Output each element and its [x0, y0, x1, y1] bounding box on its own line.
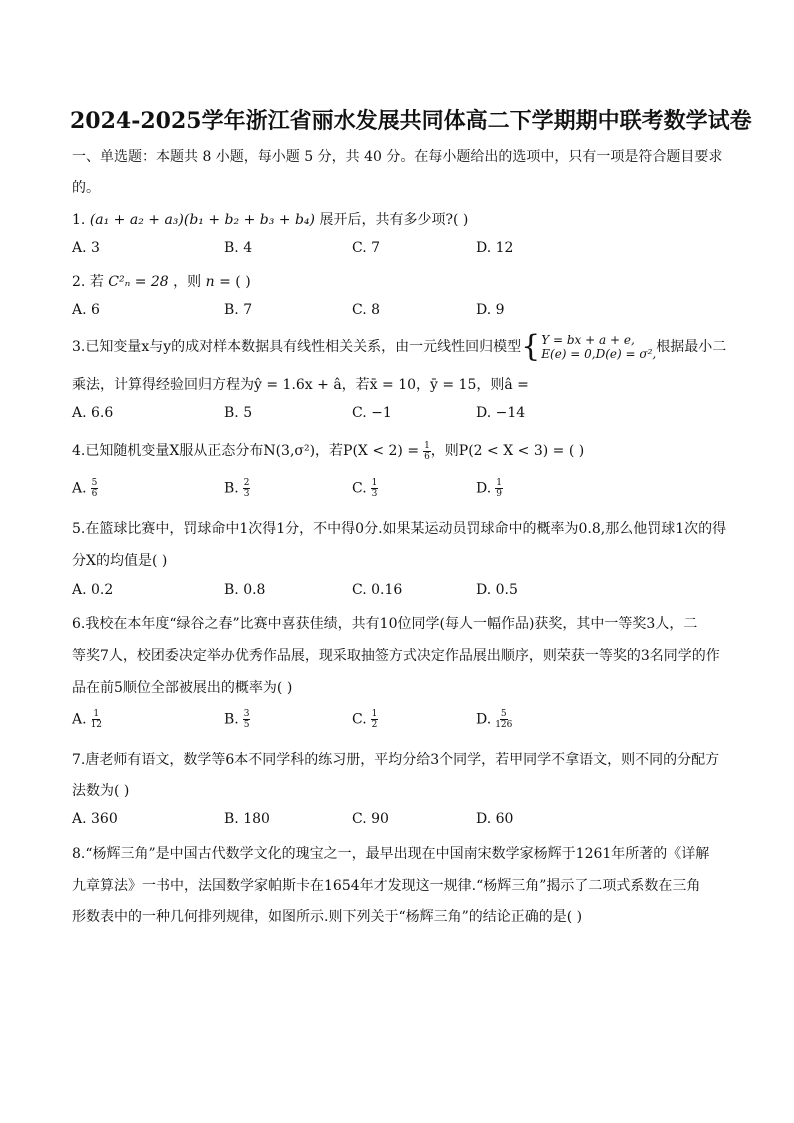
- fraction-numerator: 2: [243, 478, 250, 488]
- fraction-denominator: 5: [243, 720, 250, 730]
- question-number: 3.: [72, 339, 86, 355]
- option-a[interactable]: A. 360: [72, 811, 118, 827]
- option-label: D.: [476, 711, 492, 728]
- question-1: [72, 209, 468, 229]
- option-b[interactable]: B. 4: [224, 240, 253, 256]
- question-text: 已知变量x与y的成对样本数据具有线性相关关系，由一元线性回归模型: [85, 339, 522, 355]
- question-6-line1: [72, 613, 697, 633]
- option-a[interactable]: [72, 709, 102, 730]
- question-5-line1: [72, 518, 726, 538]
- fraction-denominator: 6: [91, 489, 98, 499]
- question-text: = ( ): [219, 274, 251, 290]
- option-label: A.: [72, 480, 87, 497]
- fraction-denominator: 3: [243, 489, 250, 499]
- option-d[interactable]: D. 12: [476, 240, 514, 256]
- question-8-line2: 九章算法》一书中，法国数学家帕斯卡在1654年才发现这一规律.“杨辉三角”揭示了二项式系数在三角: [72, 878, 701, 894]
- question-8-line1: [72, 843, 709, 863]
- option-d[interactable]: D. 9: [476, 302, 505, 318]
- option-d[interactable]: D. −14: [476, 405, 526, 421]
- option-a[interactable]: A. 6: [72, 302, 100, 318]
- question-text: 若: [89, 274, 104, 290]
- option-d[interactable]: [476, 478, 503, 499]
- question-text: “杨辉三角”是中国古代数学文化的瑰宝之一，最早出现在中国南宋数学家杨辉于1261年所著的《详解: [85, 846, 710, 862]
- option-d[interactable]: D. 0.5: [476, 582, 518, 598]
- fraction: [423, 441, 431, 462]
- option-c[interactable]: C. 90: [352, 811, 389, 827]
- regression-model-system: [521, 329, 657, 364]
- fraction-numerator: 5: [500, 709, 507, 719]
- option-c[interactable]: [352, 709, 378, 730]
- question-4: [72, 440, 584, 462]
- question-3-line1: [72, 329, 727, 364]
- question-number: 2.: [72, 274, 86, 290]
- question-text: 展开后，共有多少项?( ): [319, 212, 469, 228]
- exam-title: 2024-2025学年浙江省丽水发展共同体高二下学期期中联考数学试卷: [70, 108, 752, 134]
- option-b[interactable]: B. 5: [224, 405, 253, 421]
- option-d[interactable]: D. 60: [476, 811, 514, 827]
- fraction-numerator: 1: [371, 478, 378, 488]
- question-5-line2: 分X的均值是( ): [72, 553, 168, 569]
- math-expression: C²ₙ = 28: [108, 274, 169, 290]
- option-label: A.: [72, 711, 87, 728]
- question-6-line3: 品在前5顺位全部被展出的概率为( ): [72, 680, 293, 696]
- math-expression: n: [205, 274, 215, 290]
- option-label: B.: [224, 711, 239, 728]
- system-equation-1: Y = bx + a + e,: [541, 333, 635, 347]
- option-label: C.: [352, 480, 367, 497]
- section-instructions-line1: 一、单选题：本题共 8 小题，每小题 5 分，共 40 分。在每小题给出的选项中，只有一项是符合题目要求: [72, 149, 723, 165]
- question-6-line2: 等奖7人，校团委决定举办优秀作品展，现采取抽签方式决定作品展出顺序，则荣获一等奖的3名同学的作: [72, 648, 720, 664]
- fraction-numerator: 3: [243, 709, 250, 719]
- option-b[interactable]: B. 0.8: [224, 582, 266, 598]
- question-number: 8.: [72, 846, 86, 862]
- option-d[interactable]: [476, 709, 512, 730]
- fraction-denominator: 3: [371, 489, 378, 499]
- question-7-line1: [72, 749, 719, 769]
- section-instructions-line2: 的。: [72, 180, 100, 196]
- option-b[interactable]: B. 180: [224, 811, 270, 827]
- option-a[interactable]: A. 3: [72, 240, 100, 256]
- question-text: ，则P(2 < X < 3) = ( ): [430, 443, 585, 459]
- option-a[interactable]: A. 6.6: [72, 405, 114, 421]
- option-label: C.: [352, 711, 367, 728]
- question-number: 6.: [72, 616, 86, 632]
- option-c[interactable]: C. 0.16: [352, 582, 403, 598]
- question-7-line2: 法数为( ): [72, 783, 130, 799]
- fraction-numerator: 5: [91, 478, 98, 488]
- question-8-line3: 形数表中的一种几何排列规律，如图所示.则下列关于“杨辉三角”的结论正确的是( ): [72, 909, 583, 925]
- fraction-numerator: 1: [371, 709, 378, 719]
- question-number: 5.: [72, 521, 86, 537]
- fraction-numerator: 1: [424, 440, 430, 451]
- option-label: D.: [476, 480, 492, 497]
- math-expression: (a₁ + a₂ + a₃)(b₁ + b₂ + b₃ + b₄): [89, 212, 315, 228]
- option-c[interactable]: C. 7: [352, 240, 381, 256]
- fraction-denominator: 126: [495, 720, 513, 730]
- option-a[interactable]: [72, 478, 98, 499]
- question-number: 1.: [72, 212, 86, 228]
- fraction-denominator: 2: [371, 720, 378, 730]
- option-c[interactable]: C. −1: [352, 405, 392, 421]
- question-text: 唐老师有语文，数学等6本不同学科的练习册，平均分给3个同学，若甲同学不拿语文，则不同的分配方: [85, 752, 720, 768]
- question-2: [72, 271, 251, 291]
- fraction-denominator: 6: [424, 451, 430, 462]
- question-text: 在篮球比赛中，罚球命中1次得1分，不中得0分.如果某运动员罚球命中的概率为0.8,那么他罚球1次的得: [85, 521, 727, 537]
- fraction-denominator: 9: [496, 489, 502, 499]
- question-text: 我校在本年度“绿谷之春”比赛中喜获佳绩，共有10位同学(每人一幅作品)获奖，其中一等奖3人，二: [85, 616, 698, 632]
- question-number: 7.: [72, 752, 86, 768]
- question-text: 已知随机变量X服从正态分布N(3,σ²)，若P(X < 2) =: [85, 443, 420, 459]
- fraction-numerator: 1: [93, 709, 100, 719]
- option-b[interactable]: [224, 478, 250, 499]
- option-a[interactable]: A. 0.2: [72, 582, 114, 598]
- system-equation-2: E(e) = 0,D(e) = σ²,: [541, 347, 657, 361]
- fraction-numerator: 1: [496, 478, 502, 488]
- question-number: 4.: [72, 443, 86, 459]
- option-b[interactable]: B. 7: [224, 302, 253, 318]
- option-b[interactable]: [224, 709, 250, 730]
- question-text: ，则: [173, 274, 202, 290]
- option-c[interactable]: C. 8: [352, 302, 381, 318]
- left-brace-icon: {: [521, 329, 541, 364]
- option-label: B.: [224, 480, 239, 497]
- question-3-line2: 乘法，计算得经验回归方程为ŷ = 1.6x + â，若x̄ = 10，ȳ = 15，则â =: [72, 377, 529, 393]
- fraction-denominator: 12: [90, 720, 103, 730]
- option-c[interactable]: [352, 478, 378, 499]
- question-text: 根据最小二: [656, 339, 727, 355]
